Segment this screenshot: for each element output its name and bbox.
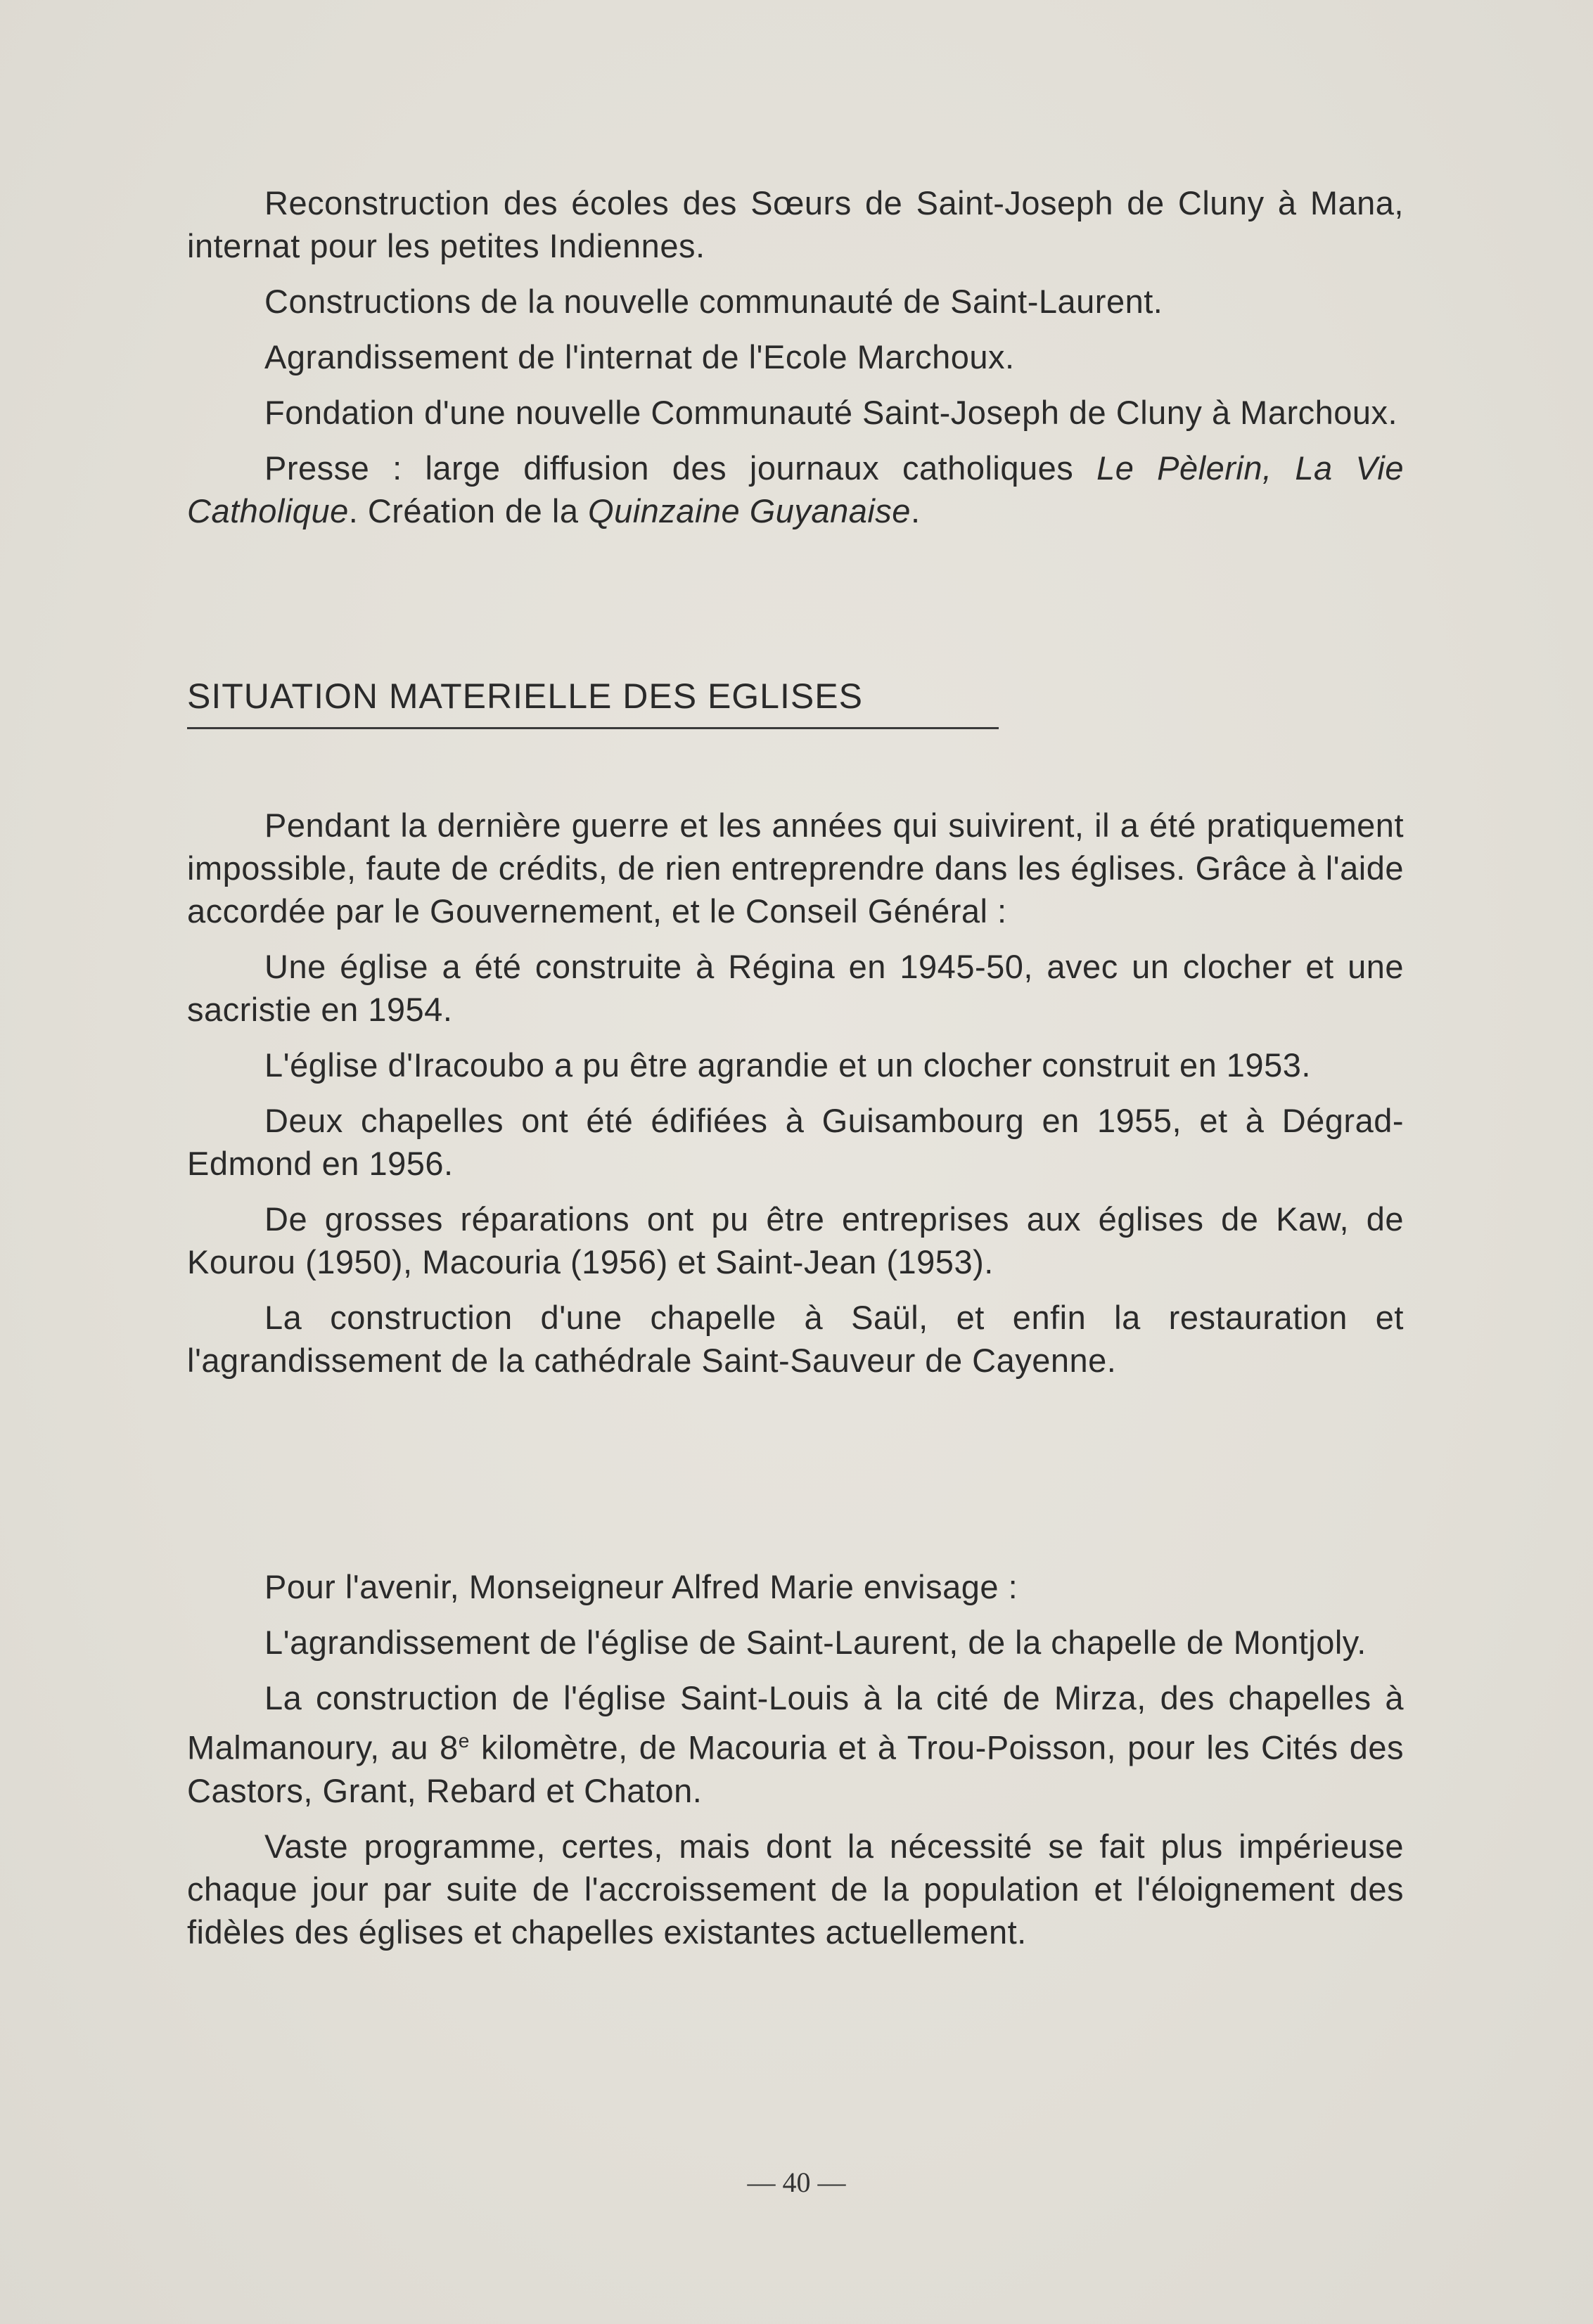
paragraph-chapelles: Deux chapelles ont été édifiées à Guisambourg en 1955, et à Dégrad-Edmond en 1956. [187,1102,1404,1182]
journal-titles: Le Pèlerin, La Vie Catholique [187,449,1405,529]
works-list [187,181,1404,532]
paragraph-regina: Une église a été construite à Régina en 1945-50, avec un clocher et une sacristie en 1954. [187,948,1404,1028]
paragraph-iracoubo: L'église d'Iracoubo a pu être agrandie et un clocher construit en 1953. [264,1046,1311,1084]
heading-underline [187,727,999,729]
paragraph-guerre: Pendant la dernière guerre et les années qui suivirent, il a été pratiquement impossible, faute de crédits, de rien entreprendre dans les églises. Grâce à l'aide accordée par le Gouvernement, et le Conseil Général : [187,807,1404,930]
paragraph-avenir: Pour l'avenir, Monseigneur Alfred Marie envisage : [264,1568,1018,1605]
paragraph-saint-laurent: Constructions de la nouvelle communauté de Saint-Laurent. [264,283,1163,320]
quinzaine-title: Quinzaine Guyanaise [588,492,911,529]
churches-section [187,804,1404,1382]
paragraph-saul-cathedrale: La construction d'une chapelle à Saül, et enfin la restauration et l'agrandissement de la cathédrale Saint-Sauveur de Cayenne. [187,1299,1404,1379]
paragraph-schools-mana: Reconstruction des écoles des Sœurs de Saint-Joseph de Cluny à Mana, internat pour les petites Indiennes. [187,184,1404,264]
paragraph-presse: Presse : large diffusion des journaux catholiques Le Pèlerin, La Vie Catholique. Création de la Quinzaine Guyanaise. [187,449,1405,529]
paragraph-agrandissement: L'agrandissement de l'église de Saint-Laurent, de la chapelle de Montjoly. [264,1624,1367,1661]
paragraph-fondation-marchoux: Fondation d'une nouvelle Communauté Saint-Joseph de Cluny à Marchoux. [264,394,1398,431]
paragraph-construction-mirza: La construction de l'église Saint-Louis à la cité de Mirza, des chapelles à Malmanoury, au 8e kilomètre, de Macouria et à Trou-Poisson, pour les Cités des Castors, Grant, Rebard et Chaton. [187,1679,1404,1809]
future-section [187,1565,1404,1953]
paragraph-vaste-programme: Vaste programme, certes, mais dont la nécessité se fait plus impérieuse chaque jour par suite de l'accroissement de la population et l'éloignement des fidèles des églises et chapelles existantes actuellement. [187,1827,1404,1951]
paragraph-ecole-marchoux: Agrandissement de l'internat de l'Ecole Marchoux. [264,338,1015,375]
page-number: — 40 — [747,2166,846,2198]
section-heading: SITUATION MATERIELLE DES EGLISES [187,676,863,716]
paragraph-reparations: De grosses réparations ont pu être entreprises aux églises de Kaw, de Kourou (1950), Macouria (1956) et Saint-Jean (1953). [187,1200,1404,1280]
